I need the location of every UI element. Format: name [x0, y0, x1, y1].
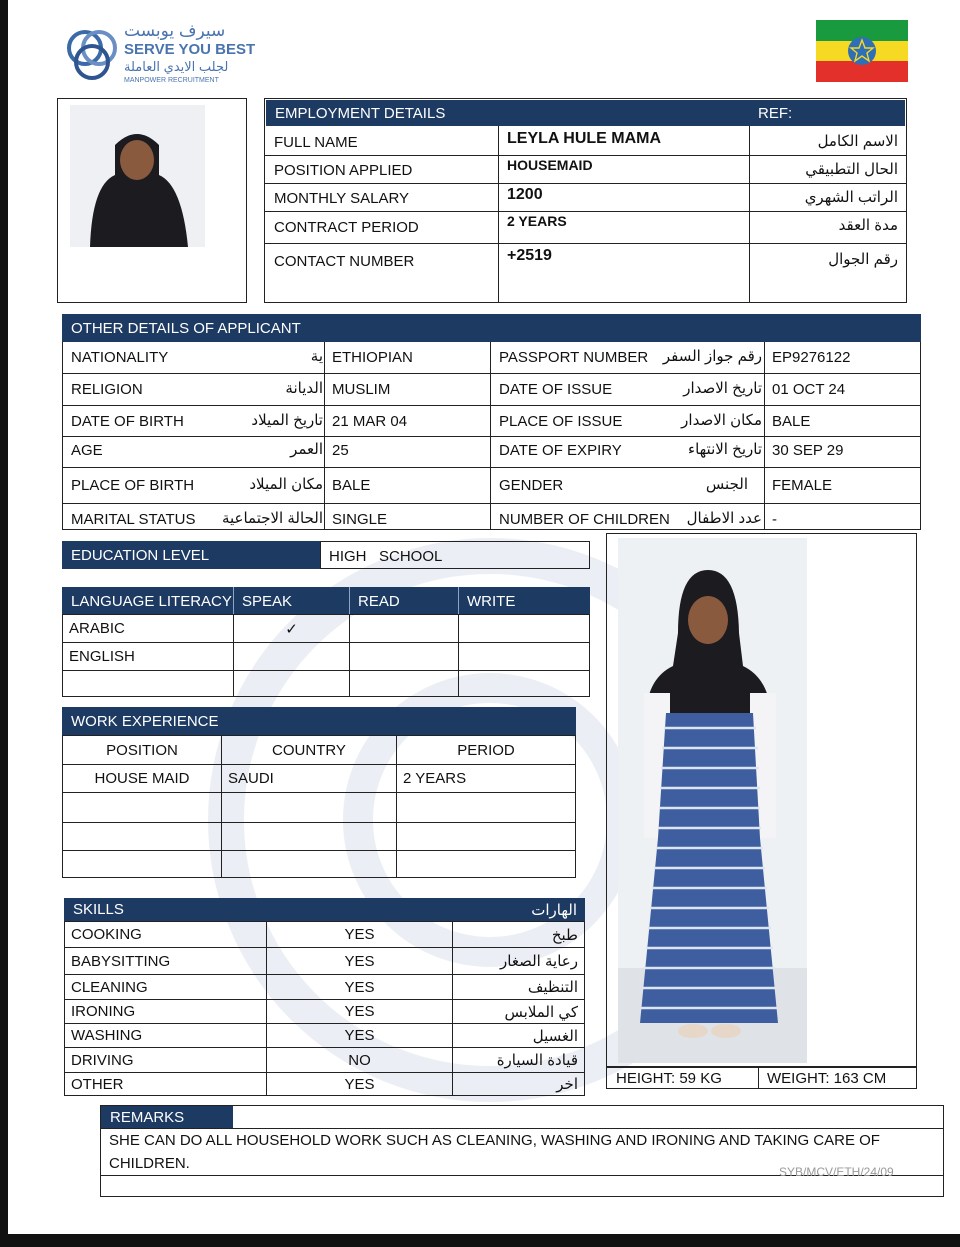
table-row	[63, 671, 590, 697]
table-row	[63, 643, 590, 671]
skill-value: YES	[267, 1073, 453, 1096]
place-of-issue-label: PLACE OF ISSUE	[499, 413, 623, 430]
date-of-birth-arabic-label: تاريخ الميلاد	[251, 412, 323, 429]
table-row	[65, 922, 585, 948]
skill-arabic-name: قيادة السيارة	[453, 1048, 585, 1073]
language-write	[459, 615, 590, 643]
table-row	[65, 1024, 585, 1048]
other-details-header	[62, 314, 490, 342]
table-row	[63, 793, 576, 823]
language-header-divider	[349, 587, 350, 614]
other-details-header-right	[490, 314, 921, 342]
skill-name: CLEANING	[65, 975, 267, 1000]
monthly-salary-value: 1200	[507, 186, 543, 203]
work-position: HOUSE MAID	[63, 765, 222, 793]
language-header-divider	[458, 587, 459, 614]
skill-value: YES	[267, 922, 453, 948]
skill-name: DRIVING	[65, 1048, 267, 1073]
work-experience-header	[62, 707, 318, 735]
other-details-row-line	[62, 405, 921, 406]
table-row	[65, 1000, 585, 1024]
skill-value: YES	[267, 1000, 453, 1024]
work-position	[63, 823, 222, 851]
employment-divider-1	[498, 126, 499, 303]
nationality-label: NATIONALITY	[71, 349, 169, 366]
monthly-salary-arabic-label: الراتب الشهري	[804, 189, 898, 206]
date-of-expiry-value: 30 SEP 29	[772, 442, 844, 459]
table-row	[63, 823, 576, 851]
employment-details-header	[266, 100, 749, 126]
language-write	[459, 643, 590, 671]
period-column-header: PERIOD	[397, 736, 576, 765]
work-period	[397, 823, 576, 851]
frame-bottom-border	[0, 1234, 960, 1247]
date-of-birth-label: DATE OF BIRTH	[71, 413, 184, 430]
skill-name: OTHER	[65, 1073, 267, 1096]
full-name-value: LEYLA HULE MAMA	[507, 130, 662, 147]
passport-number-arabic-label: رقم جواز السفر	[662, 348, 762, 365]
skills-table	[64, 921, 585, 1096]
gender-arabic-label: الجنس	[705, 476, 748, 493]
portrait-photo-frame	[57, 98, 247, 303]
marital-status-value: SINGLE	[332, 511, 388, 528]
skills-title: SKILLS	[73, 901, 124, 918]
place-of-issue-value: BALE	[772, 413, 811, 430]
number-of-children-value: -	[772, 511, 777, 528]
other-details-title: OTHER DETAILS OF APPLICANT	[71, 319, 301, 337]
skill-arabic-name: رعاية الصغار	[453, 948, 585, 975]
employment-row-line	[264, 211, 907, 212]
marital-status-arabic-label: الحالة الاجتماعية	[221, 510, 323, 527]
logo-arabic-tagline: لجلب الايدي العاملة	[124, 59, 229, 74]
reference-code: SYB/MCV/ETH/24/09	[779, 1165, 894, 1179]
ref-header	[749, 100, 905, 126]
country-column-header: COUNTRY	[222, 736, 397, 765]
position-applied-value: HOUSEMAID	[507, 157, 593, 173]
frame-left-border	[0, 0, 8, 1247]
language-read	[350, 615, 459, 643]
skill-name: IRONING	[65, 1000, 267, 1024]
language-write	[459, 671, 590, 697]
remarks-text-line-1: SHE CAN DO ALL HOUSEHOLD WORK SUCH AS CLEANING, WASHING AND IRONING AND TAKING CARE OF	[109, 1132, 880, 1149]
education-level-header	[62, 541, 320, 569]
table-row	[63, 736, 576, 765]
skill-arabic-name: الغسيل	[453, 1024, 585, 1048]
weight-value: WEIGHT: 163 CM	[767, 1070, 887, 1087]
nationality-arabic-label: ية	[310, 348, 323, 365]
religion-label: RELIGION	[71, 381, 143, 398]
position-column-header: POSITION	[63, 736, 222, 765]
place-of-issue-arabic-label: مكان الاصدار	[681, 412, 762, 429]
work-position	[63, 851, 222, 878]
table-row	[63, 851, 576, 878]
skill-value: NO	[267, 1048, 453, 1073]
skills-header-right	[353, 898, 585, 921]
work-period	[397, 793, 576, 823]
employment-details-title: EMPLOYMENT DETAILS	[275, 104, 446, 122]
other-details-row-line	[62, 436, 921, 437]
language-speak	[234, 671, 350, 697]
date-of-issue-arabic-label: تاريخ الاصدار	[683, 380, 762, 397]
date-of-expiry-label: DATE OF EXPIRY	[499, 442, 622, 459]
other-details-row-line	[62, 467, 921, 468]
employment-row-line	[264, 243, 907, 244]
skill-value: YES	[267, 975, 453, 1000]
date-of-issue-value: 01 OCT 24	[772, 381, 846, 398]
work-position	[63, 793, 222, 823]
education-level-label: EDUCATION LEVEL	[71, 546, 210, 564]
work-period	[397, 851, 576, 878]
full-name-arabic-label: الاسم الكامل	[817, 133, 898, 150]
age-arabic-label: العمر	[290, 441, 323, 458]
skill-value: YES	[267, 948, 453, 975]
age-label: AGE	[71, 442, 103, 459]
logo-english-name: SERVE YOU BEST	[124, 41, 256, 58]
gender-label: GENDER	[499, 477, 564, 494]
language-literacy-title: LANGUAGE LITERACY	[71, 593, 232, 610]
company-logo	[60, 20, 256, 90]
place-of-birth-arabic-label: مكان الميلاد	[249, 476, 323, 493]
ref-label: REF:	[758, 104, 793, 122]
table-row	[63, 615, 590, 643]
marital-status-label: MARITAL STATUS	[71, 511, 196, 528]
work-country	[222, 851, 397, 878]
remarks-text-line-2: CHILDREN.	[109, 1155, 190, 1172]
table-row	[65, 1048, 585, 1073]
monthly-salary-label: MONTHLY SALARY	[274, 190, 410, 207]
portrait-photo	[70, 105, 205, 247]
age-value: 25	[332, 442, 349, 459]
read-column-header: READ	[358, 593, 400, 610]
other-details-row-line	[62, 373, 921, 374]
employment-row-line	[264, 183, 907, 184]
contract-period-arabic-label: مدة العقد	[838, 217, 898, 234]
remarks-title: REMARKS	[110, 1108, 185, 1126]
skill-arabic-name: التنظيف	[453, 975, 585, 1000]
nationality-value: ETHIOPIAN	[332, 349, 413, 366]
work-country	[222, 793, 397, 823]
contract-period-label: CONTRACT PERIOD	[274, 219, 419, 236]
date-of-issue-label: DATE OF ISSUE	[499, 381, 613, 398]
table-row	[65, 1073, 585, 1096]
number-of-children-arabic-label: عدد الاطفال	[686, 510, 762, 527]
logo-knot-icon	[63, 24, 121, 86]
education-level-value: HIGH SCHOOL	[329, 548, 443, 565]
work-period: 2 YEARS	[397, 765, 576, 793]
skill-name: COOKING	[65, 922, 267, 948]
remarks-header-line	[100, 1128, 944, 1129]
date-of-expiry-arabic-label: تاريخ الانتهاء	[688, 441, 762, 458]
skill-arabic-name: اخر	[453, 1073, 585, 1096]
contract-period-value: 2 YEARS	[507, 213, 567, 229]
place-of-birth-label: PLACE OF BIRTH	[71, 477, 195, 494]
write-column-header: WRITE	[467, 593, 516, 610]
contact-number-label: CONTACT NUMBER	[274, 253, 415, 270]
language-name: ENGLISH	[63, 643, 234, 671]
contact-number-value: +2519	[507, 247, 552, 264]
skills-header	[64, 898, 353, 921]
language-read	[350, 643, 459, 671]
flag-star-emblem-icon	[847, 36, 877, 66]
skill-value: YES	[267, 1024, 453, 1048]
language-speak	[234, 643, 350, 671]
work-experience-table	[62, 735, 576, 878]
language-read	[350, 671, 459, 697]
table-row	[65, 948, 585, 975]
speak-column-header: SPEAK	[242, 593, 293, 610]
contact-number-arabic-label: رقم الجوال	[828, 251, 898, 268]
religion-arabic-label: الديانة	[285, 380, 323, 397]
language-name	[63, 671, 234, 697]
table-row	[63, 765, 576, 793]
skill-name: WASHING	[65, 1024, 267, 1048]
language-name: ARABIC	[63, 615, 234, 643]
religion-value: MUSLIM	[332, 381, 391, 398]
number-of-children-label: NUMBER OF CHILDREN	[499, 511, 670, 528]
skill-arabic-name: طبخ	[453, 922, 585, 948]
full-body-photo	[618, 538, 807, 1063]
other-details-row-line	[62, 503, 921, 504]
full-name-label: FULL NAME	[274, 134, 358, 151]
skill-arabic-name: كي الملابس	[453, 1000, 585, 1024]
language-literacy-table	[62, 614, 590, 697]
remarks-header	[101, 1106, 233, 1128]
logo-subtitle: MANPOWER RECRUITMENT	[124, 77, 219, 84]
skill-name: BABYSITTING	[65, 948, 267, 975]
ethiopia-flag-icon	[816, 20, 908, 82]
employment-divider-2	[749, 126, 750, 303]
position-applied-label: POSITION APPLIED	[274, 162, 413, 179]
height-value: HEIGHT: 59 KG	[616, 1070, 722, 1087]
work-experience-header-right	[318, 707, 576, 735]
logo-arabic-name: سيرف يوبست	[124, 21, 226, 40]
work-country	[222, 823, 397, 851]
position-applied-arabic-label: الحال التطبيقي	[805, 161, 898, 178]
measurements-divider	[758, 1067, 759, 1089]
language-header-divider	[233, 587, 234, 614]
language-speak: ✓	[234, 615, 350, 643]
work-experience-title: WORK EXPERIENCE	[71, 712, 219, 730]
work-country: SAUDI	[222, 765, 397, 793]
skills-arabic-title: الهارات	[531, 901, 577, 919]
passport-number-value: EP9276122	[772, 349, 851, 366]
passport-number-label: PASSPORT NUMBER	[499, 349, 649, 366]
gender-value: FEMALE	[772, 477, 833, 494]
date-of-birth-value: 21 MAR 04	[332, 413, 408, 430]
place-of-birth-value: BALE	[332, 477, 371, 494]
employment-row-line	[264, 155, 907, 156]
table-row	[65, 975, 585, 1000]
